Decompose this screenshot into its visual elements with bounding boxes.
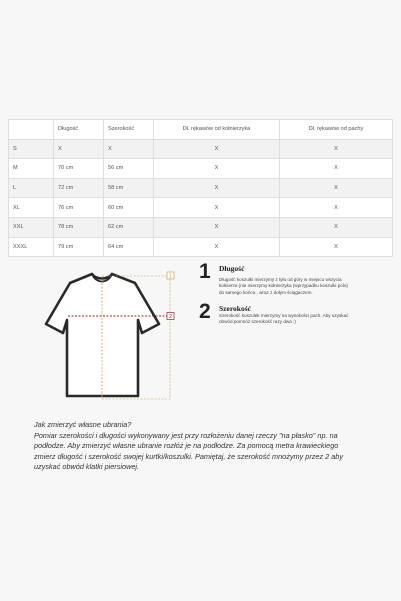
table-cell: L — [9, 178, 54, 198]
table-cell: 60 cm — [104, 198, 154, 218]
table-cell: X — [280, 198, 393, 218]
table-cell: 58 cm — [104, 178, 154, 198]
measure-width-desc-line: Szerokość koszulek mierzymy na wysokości pach. Aby uzyskać — [219, 313, 349, 318]
table-row — [9, 178, 393, 198]
measure-length-desc — [219, 277, 359, 296]
table-cell: 79 cm — [54, 237, 104, 257]
instructions-line: podłodze. Aby zmierzyć własne ubranie rozłóż je na podłodze. Za pomocą metra krawieckiego — [34, 441, 339, 450]
table-header-sleeve-armpit: Dł. rękawów od pachy — [280, 120, 393, 140]
table-header-row — [9, 120, 393, 140]
table-cell: X — [54, 139, 104, 159]
measure-width-number: 2 — [199, 300, 211, 323]
table-row — [9, 159, 393, 179]
measure-width-title: Szerokość — [219, 304, 251, 313]
table-cell: X — [154, 178, 280, 198]
table-row — [9, 198, 393, 218]
measurement-instructions — [34, 420, 374, 473]
measure-width-desc — [219, 313, 359, 326]
table-cell: X — [280, 217, 393, 237]
table-cell: X — [154, 159, 280, 179]
measure-length-desc-line: kołnierza (nie mierzymy kołnierzyka (wprzypadku koszulki polo) — [219, 283, 348, 289]
table-cell: X — [154, 139, 280, 159]
table-cell: 70 cm — [54, 159, 104, 179]
instructions-line: uzyskać obwód klatki piersiowej. — [34, 462, 140, 471]
measure-length-desc-line: do samego końca , wraz z dołym ściągaczem. — [219, 289, 313, 295]
table-cell: X — [280, 139, 393, 159]
table-row — [9, 217, 393, 237]
tshirt-outline — [46, 274, 159, 396]
table-cell: 76 cm — [54, 198, 104, 218]
table-cell: XL — [9, 198, 54, 218]
instructions-line: zmierz długość i szerokość swojej kurtki/koszulki. Pamiętaj, że szerokość mnożymy przez 2 aby — [34, 451, 344, 461]
table-cell: X — [104, 139, 154, 159]
table-cell: X — [280, 237, 393, 257]
table-cell: X — [280, 178, 393, 198]
table-cell: 72 cm — [54, 178, 104, 198]
table-cell: X — [154, 237, 280, 257]
table-cell: X — [154, 217, 280, 237]
instructions-heading: Jak zmierzyć własne ubrania? — [34, 420, 132, 429]
table-row — [9, 139, 393, 159]
table-header-width: Szerokość — [104, 120, 154, 140]
measure-length-desc-line: Długość koszulki mierzymy z tyłu od góry w miejscu wszycia — [219, 277, 342, 282]
table-cell: 78 cm — [54, 217, 104, 237]
table-header-size — [9, 120, 54, 140]
table-header-sleeve-collar: Dł. rękawów od kołnierzyka — [154, 120, 280, 140]
table-cell: XXXL — [9, 237, 54, 257]
table-cell: XXL — [9, 217, 54, 237]
table-cell: X — [280, 159, 393, 179]
width-marker-label: 2 — [168, 314, 173, 320]
measure-length-number: 1 — [199, 260, 211, 283]
measure-length-title: Długość — [219, 264, 245, 273]
size-table — [8, 119, 393, 257]
table-cell: S — [9, 139, 54, 159]
table-cell: 62 cm — [104, 217, 154, 237]
table-row — [9, 237, 393, 257]
table-cell: M — [9, 159, 54, 179]
length-marker-label: 1 — [168, 273, 173, 280]
table-cell: X — [154, 198, 280, 218]
measure-width-desc-line: obwód pomnóż szerokość razy dwa :) — [219, 319, 296, 325]
table-header-length: Długość — [54, 120, 104, 140]
instructions-line: Pomiar szerokości i długości wykonywany jest przy rozłożeniu danej rzeczy "na płasko" np. na — [34, 430, 338, 440]
table-cell: 56 cm — [104, 159, 154, 179]
table-cell: 64 cm — [104, 237, 154, 257]
tshirt-diagram — [30, 262, 180, 412]
